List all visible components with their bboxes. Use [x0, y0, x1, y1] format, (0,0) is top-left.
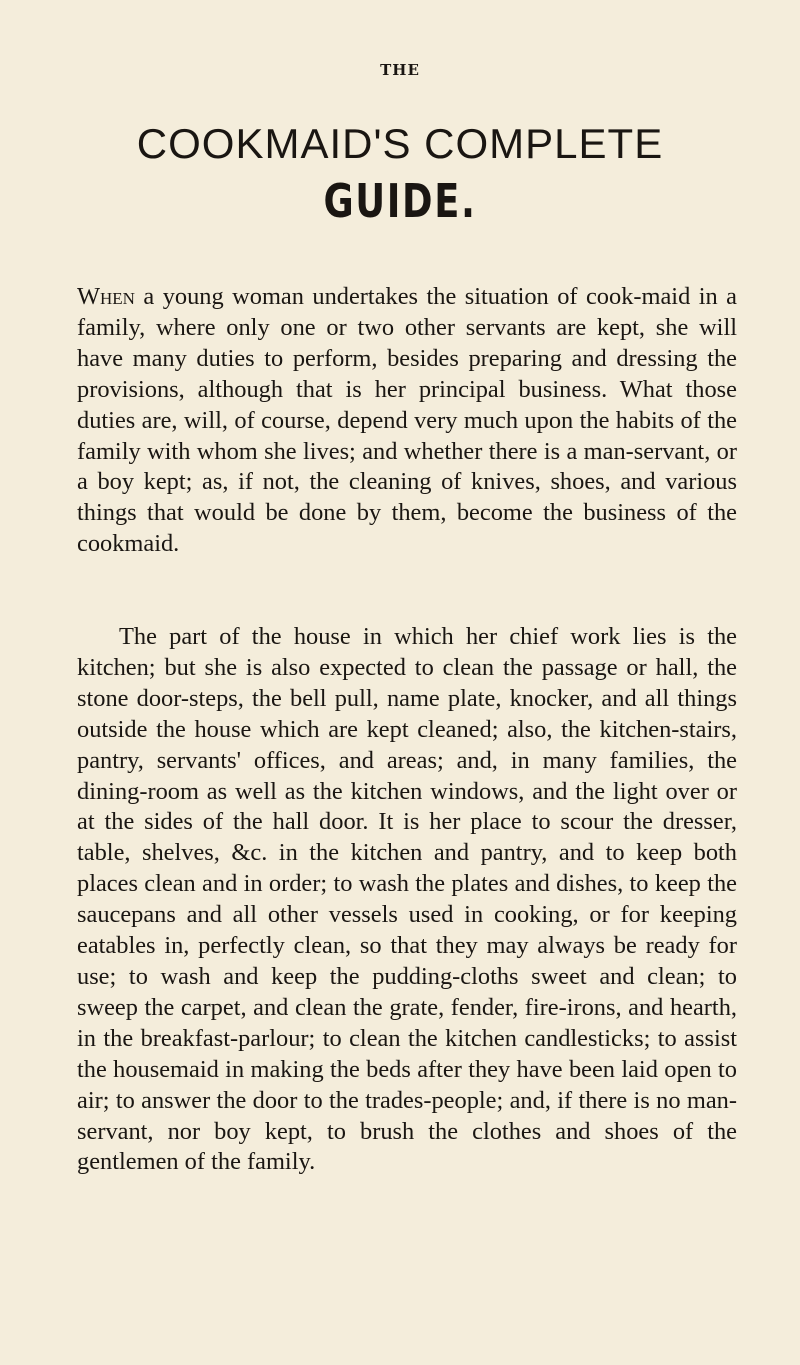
heading-the: THE: [380, 61, 420, 79]
paragraph-1: [77, 282, 737, 560]
paragraph-1-initial-word: When: [77, 283, 135, 310]
paragraph-2: The part of the house in which her chief work lies is the kitchen; but she is also expected to clean the passage or hall, the stone door-steps, the bell pull, name plate, knocker, and all things outside the house which are kept cleaned; also, the kitchen-stairs, pantry, servants' offices, and areas; and, in many families, the dining-room as well as the kitchen windows, and the light over or at the sides of the hall door. It is her place to scour the dresser, table, shelves, &c. in the kitchen and pantry, and to keep both places clean and in order; to wash the plates and dishes, to keep the saucepans and all other vessels used in cooking, or for keeping eatables in, perfectly clean, so that they may always be ready for use; to wash and keep the pudding-cloths sweet and clean; to sweep the carpet, and clean the grate, fender, fire-irons, and hearth, in the breakfast-parlour; to clean the kitchen candlesticks; to assist the housemaid in making the beds after they have been laid open to air; to answer the door to the trades-people; and, if there is no man-servant, nor boy kept, to brush the clothes and shoes of the gentlemen of the family.: [77, 623, 737, 1176]
heading-title: COOKMAID'S COMPLETE: [136, 120, 664, 167]
paragraph-1-text: a young woman undertakes the situation of cook-maid in a family, where only one or two other servants are kept, she will have many duties to perform, besides preparing and dressing the provisions, although that is her principal business. What those duties are, will, of course, depend very much upon the habits of the family with whom she lives; and whether there is a man-servant, or a boy kept; as, if not, the cleaning of knives, shoes, and various things that would be done by them, become the business of the cookmaid.: [77, 283, 737, 558]
heading-guide: GUIDE.: [323, 174, 477, 228]
